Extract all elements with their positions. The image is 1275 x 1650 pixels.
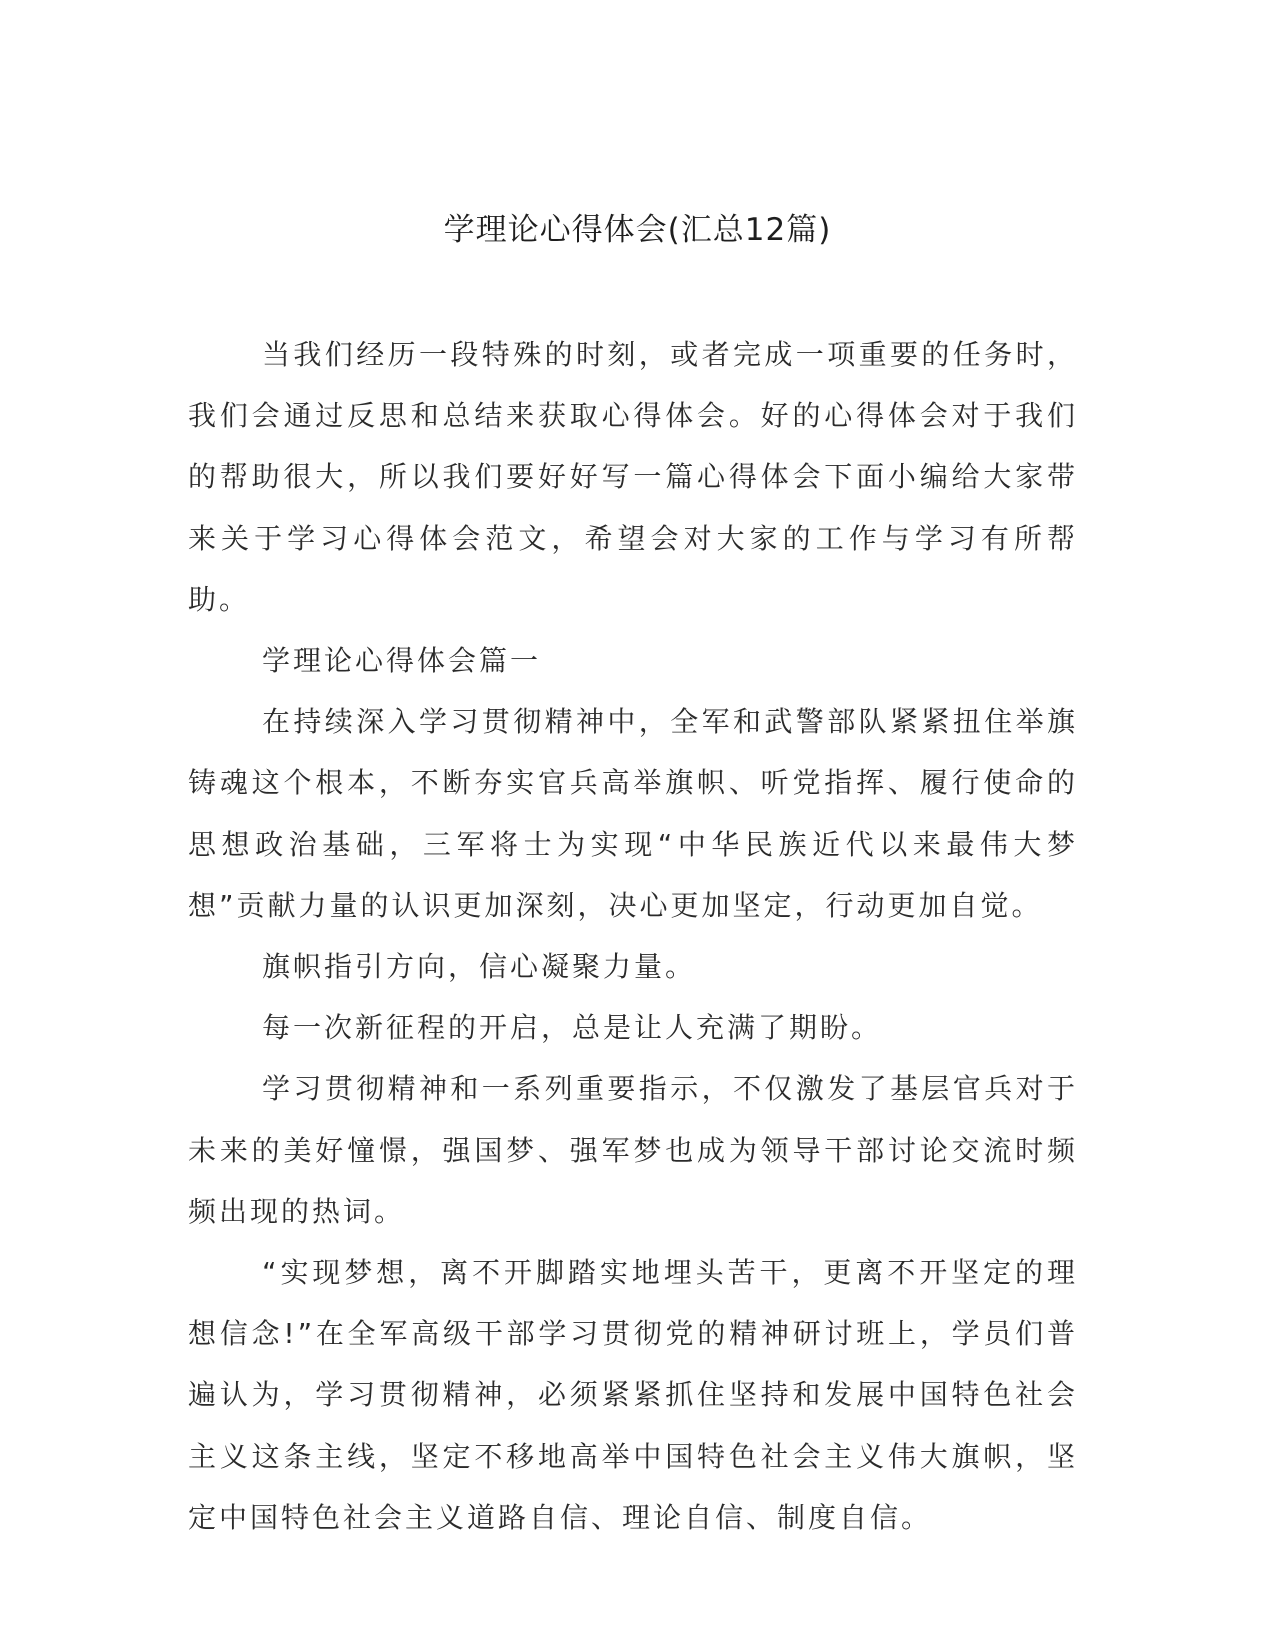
paragraph: 旗帜指引方向，信心凝聚力量。 (262, 950, 697, 984)
paragraph-intro: 当我们经历一段特殊的时刻，或者完成一项重要的任务时，我们会通过反思和总结来获取心得体会。好的心得体会对于我们的帮助很大，所以我们要好好写一篇心得体会下面小编给大家带来关于学习心得体会范文，希望会对大家的工作与学习有所帮助。 (188, 338, 1078, 616)
paragraph: 学习贯彻精神和一系列重要指示，不仅激发了基层官兵对于未来的美好憧憬，强国梦、强军梦也成为领导干部讨论交流时频频出现的热词。 (188, 1072, 1078, 1228)
paragraph: “实现梦想，离不开脚踏实地埋头苦干，更离不开坚定的理想信念!”在全军高级干部学习贯彻党的精神研讨班上，学员们普遍认为，学习贯彻精神，必须紧紧抓住坚持和发展中国特色社会主义这条主线，坚定不移地高举中国特色社会主义伟大旗帜，坚定中国特色社会主义道路自信、理论自信、制度自信。 (188, 1256, 1078, 1534)
section-heading: 学理论心得体会篇一 (262, 644, 542, 678)
document-title: 学理论心得体会(汇总12篇) (443, 212, 832, 248)
paragraph: 在持续深入学习贯彻精神中，全军和武警部队紧紧扭住举旗铸魂这个根本，不断夯实官兵高举旗帜、听党指挥、履行使命的思想政治基础，三军将士为实现“中华民族近代以来最伟大梦想”贡献力量的认识更加深刻，决心更加坚定，行动更加自觉。 (188, 705, 1078, 922)
paragraph: 每一次新征程的开启，总是让人充满了期盼。 (262, 1011, 883, 1045)
document-body (188, 324, 1078, 1548)
